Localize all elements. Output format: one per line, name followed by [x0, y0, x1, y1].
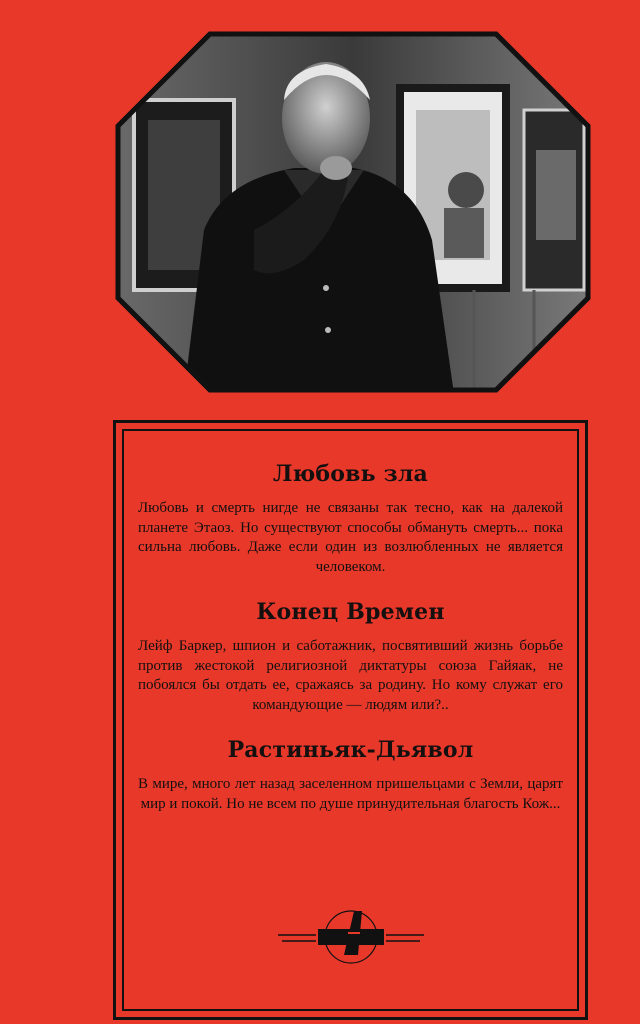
section-text-love: Любовь и смерть нигде не связаны так тесно, как на далекой планете Этаоз. Но существуют способы обмануть смерть... пока сильна любовь. Даже если один из возлюбленных не является человеком. — [138, 500, 563, 575]
section-title-rastignac: Растиньяк-Дьявол — [227, 737, 474, 763]
section-title-love: Любовь зла — [272, 461, 429, 487]
section-text-rastignac: В мире, много лет назад заселенном пришельцами с Земли, царят мир и покой. Но не всем по душе принудительная благость Кож... — [138, 776, 563, 812]
description-panel — [113, 420, 588, 1020]
author-photo — [114, 30, 592, 394]
publisher-logo — [124, 905, 577, 965]
author-portrait-photo-icon — [114, 30, 592, 394]
section-text-end-of-times: Лейф Баркер, шпион и саботажник, посвятивший жизнь борьбе против жестокой религиозной диктатуры союза Гайяак, не побоялся бы отдать ее, сражаясь за родину. Но кому служат его командующие — людям или?.. — [138, 638, 563, 713]
section-title-end-of-times: Конец Времен — [256, 599, 445, 625]
description-panel-inner — [122, 429, 579, 1011]
polaris-publisher-logo-icon — [276, 905, 426, 965]
